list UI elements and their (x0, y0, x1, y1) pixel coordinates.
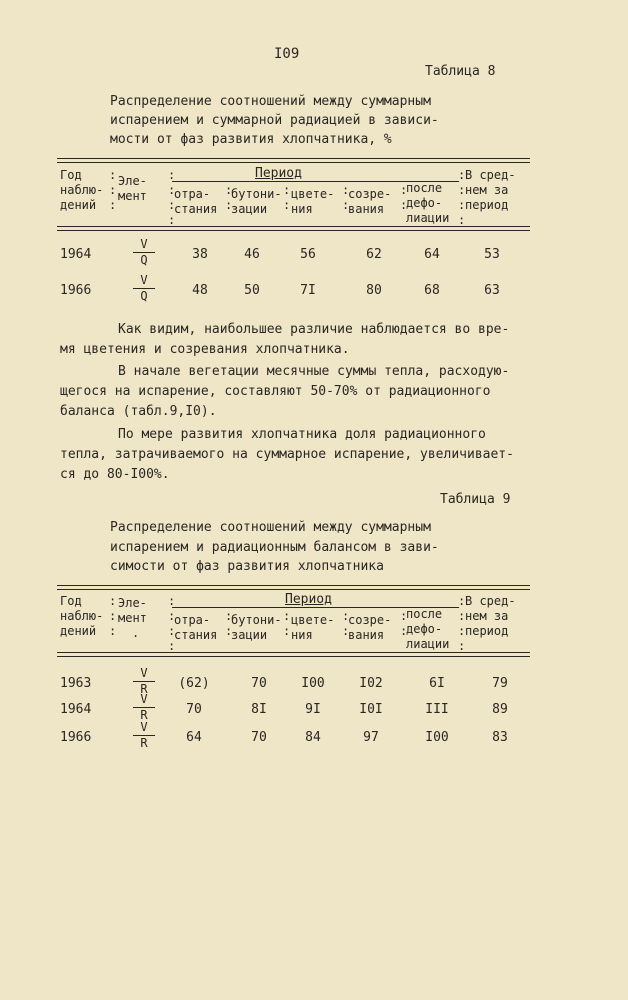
paragraph-line: По мере развития хлопчатника доля радиационного (118, 427, 486, 442)
table-8-cell: 50 (244, 283, 260, 298)
table-9-year: 1964 (60, 702, 92, 717)
table-8-year: 1966 (60, 283, 92, 298)
table-8-cell: 68 (424, 283, 440, 298)
table-9-cell: 8I (251, 702, 267, 717)
table-8-column-divider: : : (400, 183, 408, 212)
table-8-caption-line: мости от фаз развития хлопчатника, % (110, 132, 392, 147)
table-8-header-period: Период (255, 166, 302, 181)
table-8-column-divider: : : : : (168, 168, 176, 227)
table-9-header-year: Год наблю- дений (60, 594, 104, 638)
table-9-cell: 70 (186, 702, 202, 717)
table-8-cell: 62 (366, 247, 382, 262)
table-9-cell: I0I (359, 702, 383, 717)
table-9-cell: 70 (251, 676, 267, 691)
table-9-column-divider: : : (400, 609, 408, 638)
table-8-element-fraction: V Q (133, 238, 155, 267)
table-8-cell-average: 63 (484, 283, 500, 298)
table-9-cell: 97 (363, 730, 379, 745)
table-9-cell-average: 89 (492, 702, 508, 717)
table-9-cell-average: 83 (492, 730, 508, 745)
table-8-header-rule (57, 226, 530, 231)
table-9-column-divider: : : (225, 609, 233, 638)
paragraph-line: Как видим, наибольшее различие наблюдается во вре- (118, 322, 510, 337)
table-8-column-divider: : : : : (458, 168, 466, 227)
table-9-top-rule (57, 585, 530, 590)
table-9-header-phase: после дефо- лиации (406, 607, 450, 651)
table-8-cell: 7I (300, 283, 316, 298)
table-8-year: 1964 (60, 247, 92, 262)
table-9-header-period: Период (285, 592, 332, 607)
table-9-label: Таблица 9 (440, 492, 511, 507)
table-9-element-fraction: V R (133, 667, 155, 696)
paragraph-line: В начале вегетации месячные суммы тепла, расходую- (118, 364, 510, 379)
table-8-element-fraction: V Q (133, 274, 155, 303)
table-8-header-average: В сред- нем за период (465, 168, 516, 212)
table-9-year: 1966 (60, 730, 92, 745)
table-9-column-divider: : : (283, 609, 291, 638)
table-8-column-divider: : : (342, 183, 350, 212)
table-9-header-element: Эле- мент . (118, 596, 147, 640)
table-8-cell: 80 (366, 283, 382, 298)
table-8-header-element: Эле- мент (118, 174, 147, 203)
table-8-header-phase: созре- вания (348, 187, 392, 216)
table-8-column-divider: : : (225, 183, 233, 212)
table-9-header-phase: цвете- ния (291, 613, 335, 642)
paragraph-line: ся до 80-I00%. (60, 467, 170, 482)
table-9-cell: I00 (425, 730, 449, 745)
table-9-header-phase: отра- стания (174, 613, 218, 642)
table-9-cell: 6I (429, 676, 445, 691)
table-8-header-phase: после дефо- лиации (406, 181, 450, 225)
table-8-column-divider: : : : (109, 168, 117, 212)
table-9-cell: I00 (301, 676, 325, 691)
table-9-column-divider: : : : : (458, 594, 466, 653)
paragraph-line: тепла, затрачиваемого на суммарное испарение, увеличивает- (60, 447, 514, 462)
table-8-header-phase: отра- стания (174, 187, 218, 216)
table-8-caption-line: испарением и суммарной радиацией в зависи- (110, 113, 439, 128)
table-9-header-average: В сред- нем за период (465, 594, 516, 638)
table-9-cell-average: 79 (492, 676, 508, 691)
paragraph-line: мя цветения и созревания хлопчатника. (60, 342, 350, 357)
page-number: I09 (274, 46, 300, 62)
table-8-header-year: Год наблю- дений (60, 168, 104, 212)
paragraph-line: баланса (табл.9,I0). (60, 404, 217, 419)
table-9-header-phase: созре- вания (348, 613, 392, 642)
table-9-caption-line: Распределение соотношений между суммарным (110, 520, 431, 535)
table-9-cell: 64 (186, 730, 202, 745)
table-9-element-fraction: V R (133, 721, 155, 750)
table-8-cell: 46 (244, 247, 260, 262)
table-8-cell-average: 53 (484, 247, 500, 262)
table-9-header-rule (57, 652, 530, 657)
table-8-cell: 56 (300, 247, 316, 262)
table-9-cell: 70 (251, 730, 267, 745)
table-8-label: Таблица 8 (425, 64, 496, 79)
table-9-column-divider: : : (342, 609, 350, 638)
table-8-caption-line: Распределение соотношений между суммарным (110, 94, 431, 109)
paragraph-line: щегося на испарение, составляют 50-70% от радиационного (60, 384, 491, 399)
table-9-cell: 9I (305, 702, 321, 717)
table-8-top-rule (57, 158, 530, 163)
table-8-header-phase: цвете- ния (291, 187, 335, 216)
table-9-year: 1963 (60, 676, 92, 691)
table-9-cell: (62) (178, 676, 210, 691)
table-9-cell: 84 (305, 730, 321, 745)
table-9-element-fraction: V R (133, 693, 155, 722)
table-9-caption-line: испарением и радиационным балансом в зави- (110, 540, 439, 555)
table-8-header-phase: бутони- зации (231, 187, 282, 216)
table-9-column-divider: : : : (109, 594, 117, 638)
table-8-column-divider: : : (283, 183, 291, 212)
table-9-cell: III (425, 702, 449, 717)
table-9-caption-line: симости от фаз развития хлопчатника (110, 559, 384, 574)
table-9-cell: I02 (359, 676, 383, 691)
table-9-header-phase: бутони- зации (231, 613, 282, 642)
table-9-column-divider: : : : : (168, 594, 176, 653)
table-8-cell: 48 (192, 283, 208, 298)
table-8-cell: 38 (192, 247, 208, 262)
table-8-cell: 64 (424, 247, 440, 262)
